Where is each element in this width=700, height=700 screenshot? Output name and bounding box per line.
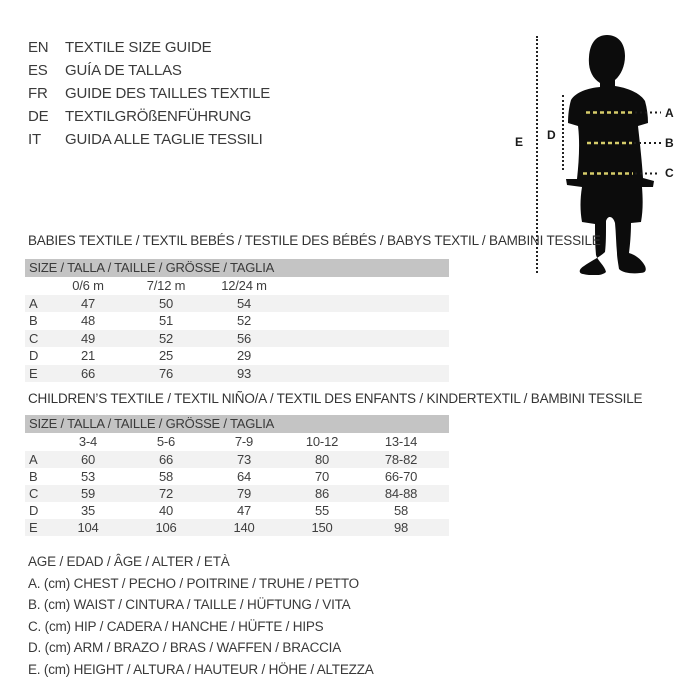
row-label: D [29,502,39,518]
column-header: 5-6 [156,434,176,449]
column-header: 10-12 [305,434,339,449]
cell: 66 [158,451,174,467]
table-row [25,519,449,536]
row-label: C [29,330,39,346]
cell: 93 [236,365,252,381]
cell: 70 [314,468,330,484]
legend-hip: C. (cm) HIP / CADERA / HANCHE / HÜFTE / HIPS [28,618,324,634]
table-row [25,330,449,348]
arm-label: D [547,128,556,142]
row-label: B [29,468,38,484]
legend-height: E. (cm) HEIGHT / ALTURA / HAUTEUR / HÖHE / ALTEZZA [28,661,374,677]
row-label: E [29,365,38,381]
guide-title-de: TEXTILGRÖßENFÜHRUNG [65,108,252,125]
cell: 66-70 [384,468,418,484]
cell: 64 [236,468,252,484]
language-code: DE [28,108,49,125]
cell: 53 [80,468,96,484]
cell: 72 [158,485,174,501]
legend-chest: A. (cm) CHEST / PECHO / POITRINE / TRUHE / PETTO [28,575,359,591]
hip-label: C [665,166,674,180]
table-row [25,485,449,502]
guide-title-it: GUIDA ALLE TAGLIE TESSILI [65,131,263,148]
language-code: IT [28,131,41,148]
table-row [25,312,449,330]
language-row-it [28,128,270,151]
language-row-en [28,36,270,59]
size-header-bar: SIZE / TALLA / TAILLE / GRÖSSE / TAGLIA [25,259,449,277]
language-code: FR [28,85,48,102]
cell: 51 [158,313,174,328]
cell: 56 [236,330,252,346]
cell: 150 [311,519,333,535]
cell: 73 [236,451,252,467]
cell: 48 [80,313,96,328]
cell: 84-88 [384,485,418,501]
row-label: A [29,451,38,467]
cell: 66 [80,365,96,381]
chest-label: A [665,106,674,120]
cell: 60 [80,451,96,467]
row-label: B [29,313,38,328]
cell: 58 [393,502,409,518]
cell: 79 [236,485,252,501]
cell: 40 [158,502,174,518]
language-code: EN [28,39,49,56]
table-row [25,502,449,519]
guide-title-es: GUÍA DE TALLAS [65,62,182,79]
cell: 78-82 [384,451,418,467]
table-row [25,451,449,468]
size-header-bar: SIZE / TALLA / TAILLE / GRÖSSE / TAGLIA [25,415,449,433]
cell: 25 [158,348,174,363]
cell: 52 [158,330,174,346]
row-label: A [29,295,38,311]
guide-title-en: TEXTILE SIZE GUIDE [65,39,212,56]
guide-title-fr: GUIDE DES TAILLES TEXTILE [65,85,271,102]
language-row-fr [28,82,270,105]
cell: 49 [80,330,96,346]
language-title-list [28,36,270,151]
legend-arm: D. (cm) ARM / BRAZO / BRAS / WAFFEN / BRACCIA [28,640,342,655]
legend-age: AGE / EDAD / ÂGE / ALTER / ETÀ [28,554,230,569]
measurement-legend [28,551,374,680]
column-header: 7-9 [234,434,254,449]
column-header: 12/24 m [221,278,267,293]
cell: 104 [77,519,99,535]
children-section-title: CHILDREN’S TEXTILE / TEXTIL NIÑO/A / TEXTIL DES ENFANTS / KINDERTEXTIL / BAMBINI TESSILE [28,391,643,406]
row-label: C [29,485,39,501]
height-label: E [515,135,523,149]
cell: 55 [314,502,330,518]
row-label: E [29,519,38,535]
cell: 29 [236,348,252,363]
legend-waist: B. (cm) WAIST / CINTURA / TAILLE / HÜFTUNG / VITA [28,597,351,612]
cell: 52 [236,313,252,328]
table-row [25,347,449,365]
column-header: 0/6 m [72,278,104,293]
language-code: ES [28,62,48,79]
babies-size-table [25,259,449,382]
cell: 80 [314,451,330,467]
row-label: D [29,348,39,363]
cell: 76 [158,365,174,381]
cell: 86 [314,485,330,501]
table-row [25,468,449,485]
cell: 106 [155,519,177,535]
language-row-es [28,59,270,82]
table-row [25,295,449,313]
cell: 54 [236,295,252,311]
cell: 21 [80,348,96,363]
cell: 98 [393,519,409,535]
cell: 50 [158,295,174,311]
cell: 47 [236,502,252,518]
language-row-de [28,105,270,128]
table-row [25,365,449,383]
waist-label: B [665,136,674,150]
cell: 35 [80,502,96,518]
cell: 47 [80,295,96,311]
column-header: 7/12 m [146,278,186,293]
cell: 140 [233,519,255,535]
cell: 59 [80,485,96,501]
children-column-header-row [25,433,449,451]
cell: 58 [158,468,174,484]
babies-column-header-row [25,277,449,295]
column-header: 3-4 [78,434,98,449]
children-size-table [25,415,449,536]
column-header: 13-14 [384,434,418,449]
babies-section-title: BABIES TEXTILE / TEXTIL BEBÉS / TESTILE DES BÉBÉS / BABYS TEXTIL / BAMBINI TESSILE [28,233,601,248]
